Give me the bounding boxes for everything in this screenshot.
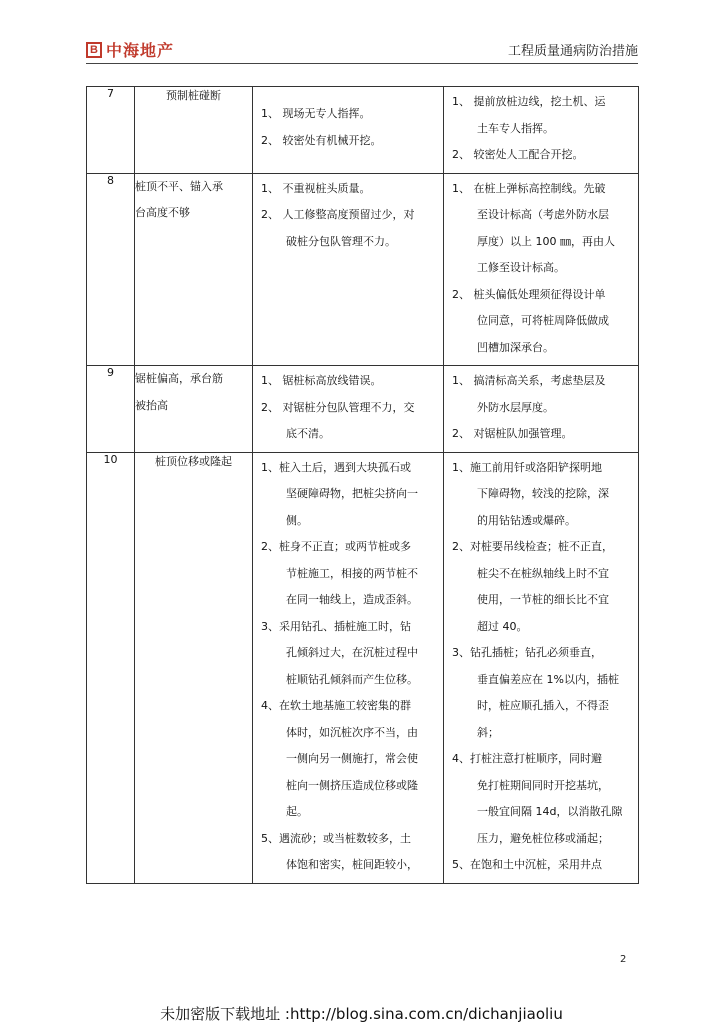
measure-line: 2、 较密处人工配合开挖。 (452, 148, 584, 161)
causes-cell (253, 173, 444, 366)
page-number: 2 (620, 954, 627, 965)
measure-line: 厚度）以上 100 ㎜，再由人 (477, 234, 615, 248)
cause-line: 桩顺钻孔倾斜而产生位移。 (286, 672, 418, 686)
table-row (87, 452, 639, 883)
measure-line: 2、 对锯桩队加强管理。 (452, 427, 573, 440)
download-footer: 未加密版下载地址 :http://blog.sina.com.cn/dichanjiaoliu (160, 1005, 563, 1023)
row-number: 9 (87, 366, 135, 453)
measure-line: 位同意，可将桩周降低做成 (477, 314, 609, 327)
logo-mark-icon: B (86, 42, 102, 58)
cause-line: 1、桩入土后，遇到大块孤石或 (261, 460, 411, 474)
causes-cell (253, 452, 444, 883)
measure-line: 压力，避免桩位移或涌起； (477, 831, 609, 845)
causes-cell (253, 366, 444, 453)
table-row (87, 366, 639, 453)
defect-name-line: 桩顶不平、锚入承 (135, 179, 223, 193)
row-number: 8 (87, 173, 135, 366)
cause-line: 底不清。 (286, 427, 330, 440)
cause-line: 节桩施工，相接的两节桩不 (286, 566, 418, 580)
cause-line: 2、 较密处有机械开挖。 (261, 133, 382, 147)
defect-name: 预制桩碰断 (135, 87, 253, 174)
cause-line: 坚硬障碍物，把桩尖挤向一 (286, 487, 418, 500)
table-row (87, 173, 639, 366)
cause-line: 1、 锯桩标高放线错误。 (261, 374, 382, 387)
measure-line: 3、钻孔插桩；钻孔必须垂直， (452, 646, 602, 659)
cause-line: 桩向一侧挤压造成位移或隆 (286, 778, 418, 792)
measure-line: 2、对桩要吊线检查；桩不正直， (452, 540, 613, 553)
defect-table (86, 86, 639, 884)
measure-line: 1、 搞清标高关系，考虑垫层及 (452, 374, 606, 387)
cause-line: 1、 不重视桩头质量。 (261, 181, 371, 195)
measure-line: 垂直偏差应在 1%以内，插桩 (477, 672, 619, 686)
defect-name (135, 366, 253, 453)
measure-line: 桩尖不在桩纵轴线上时不宜 (477, 566, 609, 580)
logo-text: 中海地产 (106, 41, 175, 60)
measures-cell (444, 452, 639, 883)
measure-line: 时，桩应顺孔插入，不得歪 (477, 699, 609, 712)
measure-line: 至设计标高（考虑外防水层 (477, 208, 609, 221)
measure-line: 使用，一节桩的细长比不宜 (477, 593, 609, 606)
cause-line: 2、 对锯桩分包队管理不力，交 (261, 400, 415, 414)
measures-cell (444, 87, 639, 174)
cause-line: 3、采用钻孔、插桩施工时，钻 (261, 619, 411, 633)
measure-line: 斜； (477, 725, 499, 739)
causes-cell (253, 87, 444, 174)
logo (86, 38, 174, 61)
page-header (86, 36, 638, 64)
measure-line: 土车专人指挥。 (477, 121, 554, 135)
defect-name-line: 被抬高 (135, 398, 168, 412)
header-divider (86, 63, 638, 64)
measure-line: 5、在饱和土中沉桩，采用井点 (452, 858, 602, 871)
measure-line: 免打桩期间同时开挖基坑， (477, 778, 609, 792)
document-title: 工程质量通病防治措施 (507, 44, 638, 59)
measure-line: 1、 在桩上弹标高控制线。先破 (452, 181, 606, 195)
measure-line: 1、施工前用钎或洛阳铲探明地 (452, 460, 602, 474)
measure-line: 的用钻钻透或爆碎。 (477, 513, 576, 527)
cause-line: 2、桩身不正直；或两节桩或多 (261, 540, 411, 553)
cause-line: 5、遇流砂；或当桩数较多，土 (261, 831, 411, 845)
cause-line: 一侧向另一侧施打，常会使 (286, 752, 418, 765)
defect-name-line: 台高度不够 (135, 206, 190, 219)
cause-line: 起。 (286, 805, 308, 818)
measures-cell (444, 173, 639, 366)
cause-line: 1、 现场无专人指挥。 (261, 107, 371, 120)
measure-line: 4、打桩注意打桩顺序，同时避 (452, 752, 602, 765)
cause-line: 破桩分包队管理不力。 (286, 234, 396, 248)
measure-line: 工修至设计标高。 (477, 261, 565, 274)
measure-line: 下障碍物，较浅的挖除，深 (477, 487, 609, 500)
cause-line: 孔倾斜过大，在沉桩过程中 (286, 646, 418, 659)
defect-name-line: 锯桩偏高，承台筋 (135, 372, 223, 385)
measure-line: 1、 提前放桩边线，挖土机、运 (452, 95, 606, 108)
cause-line: 侧。 (286, 513, 308, 527)
measures-cell (444, 366, 639, 453)
table-row (87, 87, 639, 174)
measure-line: 外防水层厚度。 (477, 400, 554, 414)
row-number: 10 (87, 452, 135, 883)
measure-line: 2、 桩头偏低处理须征得设计单 (452, 287, 606, 301)
row-number: 7 (87, 87, 135, 174)
cause-line: 体时，如沉桩次序不当，由 (286, 725, 418, 739)
measure-line: 超过 40。 (477, 619, 528, 633)
defect-name (135, 173, 253, 366)
defect-name: 桩顶位移或隆起 (135, 452, 253, 883)
cause-line: 体饱和密实，桩间距较小， (286, 858, 418, 871)
measure-line: 凹槽加深承台。 (477, 340, 554, 354)
cause-line: 4、在软土地基施工较密集的群 (261, 699, 411, 712)
cause-line: 2、 人工修整高度预留过少，对 (261, 208, 415, 221)
cause-line: 在同一轴线上，造成歪斜。 (286, 593, 418, 606)
measure-line: 一般宜间隔 14d，以消散孔隙 (477, 805, 623, 818)
